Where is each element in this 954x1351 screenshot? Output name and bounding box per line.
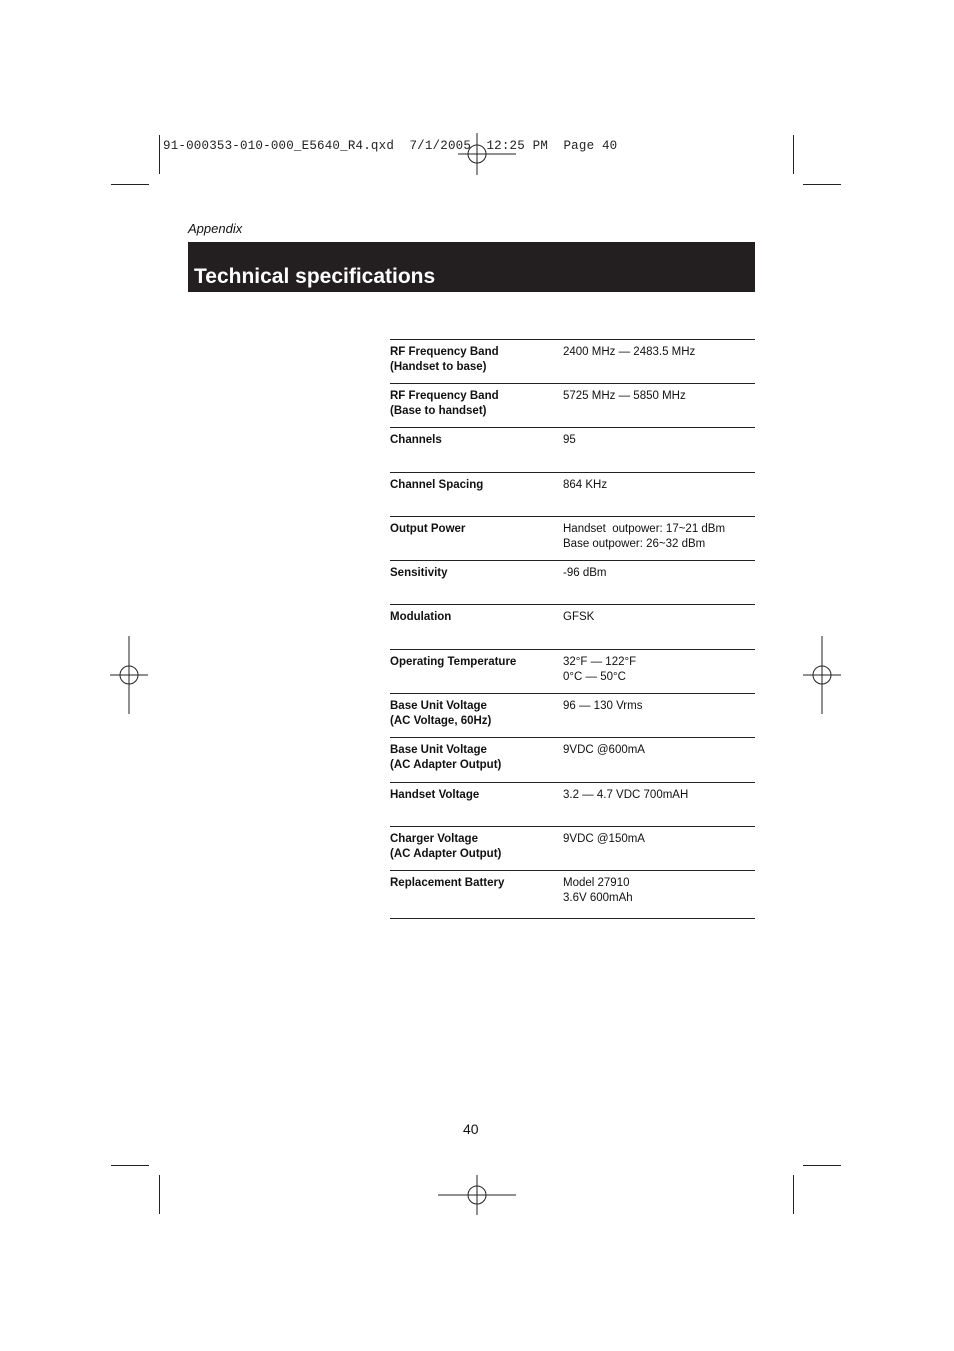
- spec-row: [390, 650, 755, 694]
- registration-mark-icon: [438, 1175, 516, 1215]
- spec-label: [390, 433, 560, 448]
- spec-value: [563, 522, 753, 551]
- spec-label-line: Output Power: [390, 523, 466, 535]
- spec-value-line: 3.2 — 4.7 VDC 700mAH: [563, 789, 689, 801]
- crop-mark-top-left-vertical: [159, 135, 160, 174]
- spec-label-line: Channel Spacing: [390, 479, 484, 491]
- spec-label: [390, 743, 560, 772]
- spec-label-line: Replacement Battery: [390, 877, 505, 889]
- spec-label-line: RF Frequency Band: [390, 346, 499, 358]
- spec-label-line: (AC Voltage, 60Hz): [390, 714, 492, 727]
- page-title: Technical specifications: [194, 265, 436, 288]
- spec-label-line: Base Unit Voltage: [390, 700, 487, 712]
- spec-row: [390, 517, 755, 561]
- spec-value-line: -96 dBm: [563, 567, 607, 579]
- spec-value-line: 96 — 130 Vrms: [563, 700, 643, 712]
- spec-label-line: Sensitivity: [390, 567, 448, 579]
- crop-mark-bottom-left-vertical: [159, 1175, 160, 1214]
- crop-mark-bottom-right-vertical: [793, 1175, 794, 1214]
- spec-value: [563, 743, 753, 758]
- spec-value: [563, 566, 753, 581]
- spec-row: [390, 783, 755, 827]
- spec-value: [563, 699, 753, 714]
- spec-value: [563, 478, 753, 493]
- spec-value: [563, 345, 753, 360]
- crop-mark-top-right-vertical: [793, 135, 794, 174]
- spec-label: [390, 566, 560, 581]
- spec-label: [390, 522, 560, 537]
- spec-label: [390, 345, 560, 374]
- spec-label-line: (AC Adapter Output): [390, 847, 502, 860]
- spec-value-line: Model 27910: [563, 877, 630, 889]
- registration-mark-icon: [458, 133, 516, 175]
- registration-mark-icon: [803, 636, 841, 714]
- spec-row: [390, 384, 755, 428]
- crop-mark-top-right-horizontal: [803, 184, 841, 185]
- spec-row: [390, 827, 755, 871]
- spec-label-line: Base Unit Voltage: [390, 744, 487, 756]
- spec-label: [390, 876, 560, 891]
- section-label: Appendix: [188, 221, 243, 236]
- crop-mark-bottom-right-horizontal: [803, 1165, 841, 1166]
- spec-label: [390, 788, 560, 803]
- spec-value-line: 9VDC @600mA: [563, 744, 645, 756]
- spec-label: [390, 478, 560, 493]
- spec-row: [390, 473, 755, 517]
- spec-label: [390, 832, 560, 861]
- spec-label-line: (Handset to base): [390, 360, 487, 373]
- spec-value: [563, 389, 753, 404]
- spec-label-line: Charger Voltage: [390, 833, 478, 845]
- title-bar: [188, 242, 755, 292]
- print-slug: 91-000353-010-000_E5640_R4.qxd 7/1/2005 12:25 PM Page 40: [163, 139, 618, 153]
- crop-mark-bottom-left-horizontal: [111, 1165, 149, 1166]
- spec-label-line: Operating Temperature: [390, 656, 517, 668]
- spec-label: [390, 389, 560, 418]
- spec-label-line: RF Frequency Band: [390, 390, 499, 402]
- spec-label: [390, 610, 560, 625]
- spec-value-line: GFSK: [563, 611, 595, 623]
- spec-value-line: 95: [563, 434, 576, 446]
- spec-row: [390, 738, 755, 783]
- spec-value-line: Handset outpower: 17~21 dBm: [563, 523, 726, 535]
- spec-value-line: 864 KHz: [563, 479, 608, 491]
- spec-value-line: 0°C — 50°C: [563, 670, 626, 683]
- spec-label-line: (Base to handset): [390, 404, 487, 417]
- spec-value: [563, 433, 753, 448]
- spec-row: [390, 340, 755, 384]
- spec-value-line: 32°F — 122°F: [563, 656, 637, 668]
- spec-value: [563, 788, 753, 803]
- spec-row: [390, 871, 755, 919]
- spec-table: [390, 339, 755, 919]
- spec-value-line: 2400 MHz — 2483.5 MHz: [563, 346, 696, 358]
- spec-label-line: Channels: [390, 434, 442, 446]
- spec-label-line: Handset Voltage: [390, 789, 480, 801]
- spec-label-line: (AC Adapter Output): [390, 758, 502, 771]
- spec-label: [390, 655, 560, 670]
- spec-value: [563, 876, 753, 905]
- spec-row: [390, 561, 755, 605]
- spec-label: [390, 699, 560, 728]
- spec-value: [563, 655, 753, 684]
- spec-value-line: Base outpower: 26~32 dBm: [563, 537, 706, 550]
- spec-row: [390, 428, 755, 473]
- spec-value-line: 3.6V 600mAh: [563, 891, 633, 904]
- crop-mark-top-left-horizontal: [111, 184, 149, 185]
- spec-value-line: 5725 MHz — 5850 MHz: [563, 390, 686, 402]
- spec-value: [563, 610, 753, 625]
- spec-row: [390, 694, 755, 738]
- spec-value-line: 9VDC @150mA: [563, 833, 645, 845]
- registration-mark-icon: [110, 636, 148, 714]
- spec-row: [390, 605, 755, 650]
- spec-label-line: Modulation: [390, 611, 452, 623]
- spec-value: [563, 832, 753, 847]
- page-number: 40: [463, 1121, 479, 1137]
